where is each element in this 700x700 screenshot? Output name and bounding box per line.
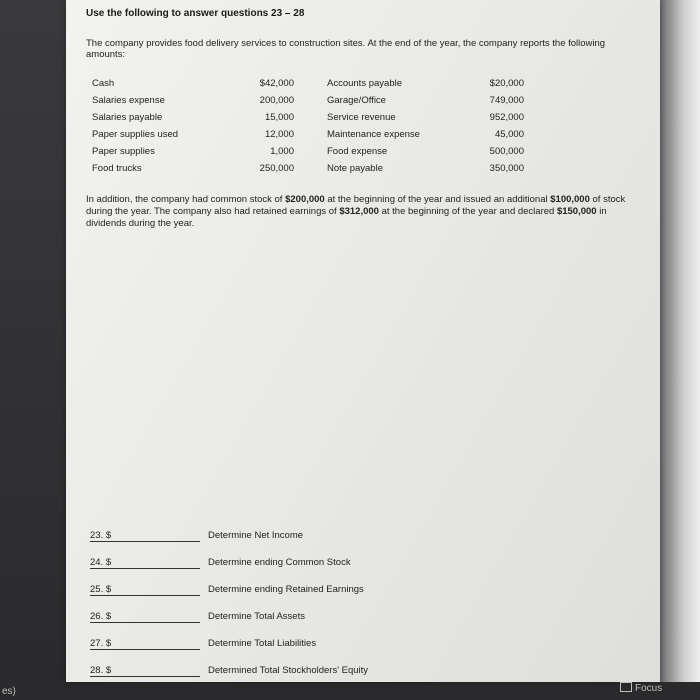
addition-text: In addition, the company had common stock of — [86, 194, 286, 205]
account-name: Accounts payable — [327, 78, 402, 89]
account-row — [92, 78, 532, 95]
account-row — [92, 129, 532, 146]
focus-label: Focus — [635, 683, 663, 694]
screen-glare — [660, 0, 700, 682]
question-text: Determine Total Assets — [208, 611, 305, 622]
question-number: 28. $ — [90, 665, 112, 676]
focus-button[interactable] — [620, 682, 662, 696]
question-number: 26. $ — [90, 611, 112, 622]
question-text: Determined Total Stockholders' Equity — [208, 665, 369, 676]
document-heading: Use the following to answer questions 23 – 28 — [86, 8, 305, 19]
question-row — [90, 528, 610, 555]
account-name: Garage/Office — [327, 95, 386, 106]
answer-blank[interactable] — [90, 530, 200, 542]
document-page — [66, 0, 660, 682]
question-number: 24. $ — [90, 557, 112, 568]
question-text: Determine ending Retained Earnings — [208, 584, 364, 595]
account-amount: 1,000 — [270, 146, 294, 157]
question-row — [90, 636, 610, 663]
question-text: Determine Net Income — [208, 530, 304, 541]
account-amount: 749,000 — [489, 95, 524, 106]
accounts-table — [92, 78, 532, 180]
account-amount: 250,000 — [259, 163, 294, 174]
question-row — [90, 609, 610, 636]
answer-blank[interactable] — [90, 665, 200, 677]
account-amount: 200,000 — [259, 95, 294, 106]
addition-text: of stock during the year. The company also had retained earnings of — [86, 194, 626, 217]
focus-icon — [620, 682, 632, 692]
question-row — [90, 555, 610, 582]
account-name: Paper supplies — [92, 146, 155, 157]
addition-amount: $312,000 — [339, 206, 379, 217]
account-name: Note payable — [327, 163, 383, 174]
account-amount: 12,000 — [264, 129, 294, 140]
answer-blank[interactable] — [90, 584, 200, 596]
question-text: Determine Total Liabilities — [208, 638, 317, 649]
question-number: 25. $ — [90, 584, 112, 595]
addition-amount: $150,000 — [556, 206, 597, 217]
addition-text: at the beginning of the year and declared — [378, 206, 557, 217]
account-name: Salaries expense — [92, 95, 165, 106]
question-number: 23. $ — [90, 530, 112, 541]
account-name: Service revenue — [327, 112, 396, 123]
question-row — [90, 582, 610, 609]
account-name: Paper supplies used — [92, 129, 179, 140]
question-text: Determine ending Common Stock — [208, 557, 351, 568]
account-amount: $20,000 — [489, 78, 524, 89]
addition-text: at the beginning of the year and issued an additional — [324, 194, 551, 205]
answer-blank[interactable] — [90, 557, 200, 569]
question-number: 27. $ — [90, 638, 112, 649]
account-name: Food expense — [327, 146, 388, 157]
account-row — [92, 163, 532, 180]
account-name: Food trucks — [92, 163, 142, 174]
account-row — [92, 146, 532, 163]
question-row — [90, 663, 610, 690]
left-edge-text: es) — [2, 686, 16, 697]
addition-paragraph — [86, 194, 626, 230]
addition-amount: $100,000 — [550, 194, 590, 205]
account-row — [92, 95, 532, 112]
addition-amount: $200,000 — [285, 194, 325, 205]
answer-blank[interactable] — [90, 611, 200, 623]
account-name: Maintenance expense — [327, 129, 420, 140]
account-amount: 952,000 — [489, 112, 524, 123]
account-amount: $42,000 — [259, 78, 294, 89]
answer-blank[interactable] — [90, 638, 200, 650]
intro-paragraph: The company provides food delivery services to construction sites. At the end of the year, the company reports the following amounts: — [86, 38, 606, 60]
account-amount: 45,000 — [494, 129, 524, 140]
addition-text: in dividends during the year. — [86, 206, 607, 229]
account-name: Cash — [92, 78, 115, 89]
account-name: Salaries payable — [92, 112, 163, 123]
question-list — [90, 528, 610, 690]
account-row — [92, 112, 532, 129]
account-amount: 350,000 — [489, 163, 524, 174]
account-amount: 500,000 — [489, 146, 524, 157]
account-amount: 15,000 — [264, 112, 294, 123]
